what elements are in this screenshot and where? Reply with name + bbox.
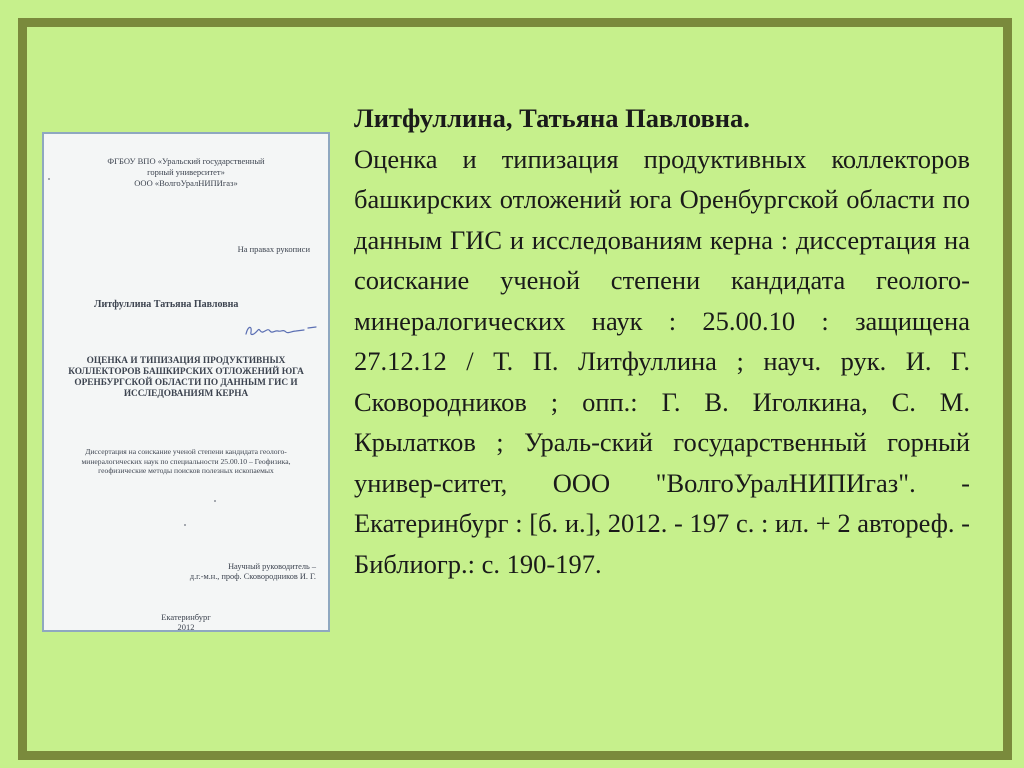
scan-title-line: ИССЛЕДОВАНИЯМ КЕРНА xyxy=(123,389,249,399)
scan-speck xyxy=(184,524,186,526)
scan-organization xyxy=(44,156,328,189)
scan-org-line: горный университет» xyxy=(147,167,225,177)
scan-title xyxy=(44,356,328,400)
scan-title-line: ОРЕНБУРГСКОЙ ОБЛАСТИ ПО ДАННЫМ ГИС И xyxy=(74,378,298,388)
scan-year: 2012 xyxy=(177,622,195,632)
scan-dissertation-note xyxy=(44,447,328,476)
scan-manuscript-note: На правах рукописи xyxy=(237,244,310,254)
scan-supervisor xyxy=(190,562,316,582)
bibliographic-record xyxy=(354,98,970,584)
scan-supervisor-line: д.г.-м.н., проф. Сковородников И. Г. xyxy=(189,572,316,581)
scan-author: Литфуллина Татьяна Павловна xyxy=(94,299,239,310)
scan-diss-line: геофизические методы поисков полезных ископаемых xyxy=(98,466,274,475)
scan-diss-line: Диссертация на соискание ученой степени кандидата геолого- xyxy=(85,447,287,456)
scan-title-line: ОЦЕНКА И ТИПИЗАЦИЯ ПРОДУКТИВНЫХ xyxy=(86,356,286,366)
scan-speck xyxy=(48,178,50,180)
record-author: Литфуллина, Татьяна Павловна. xyxy=(354,103,750,133)
signature-icon xyxy=(242,322,322,340)
scan-city: Екатеринбург xyxy=(161,612,211,622)
scan-diss-line: минералогических наук по специальности 25.00.10 – Геофизика, xyxy=(81,456,291,466)
dissertation-title-page-scan xyxy=(42,132,330,632)
record-description: Оценка и типизация продуктивных коллекторов башкирских отложений юга Оренбургской области по данным ГИС и исследованиям керна : диссертация на соискание ученой степени кандидата геолого-минералогических наук : 25.00.10 : защищена 27.12.12 / Т. П. Литфуллина ; науч. рук. И. Г. Сковородников ; опп.: Г. В. Иголкина, С. М. Крылатков ; Ураль-ский государственный горный универ-ситет, ООО "ВолгоУралНИПИгаз". - Екатеринбург : [б. и.], 2012. - 197 с. : ил. + 2 автореф. - Библиогр.: с. 190-197. xyxy=(354,143,970,579)
scan-org-line: ООО «ВолгоУралНИПИгаз» xyxy=(134,178,238,188)
scan-title-line: КОЛЛЕКТОРОВ БАШКИРСКИХ ОТЛОЖЕНИЙ ЮГА xyxy=(68,367,304,377)
scan-speck xyxy=(214,500,216,502)
scan-supervisor-line: Научный руководитель – xyxy=(228,562,316,571)
scan-city-year xyxy=(44,612,328,632)
scan-org-line: ФГБОУ ВПО «Уральский государственный xyxy=(107,156,265,166)
